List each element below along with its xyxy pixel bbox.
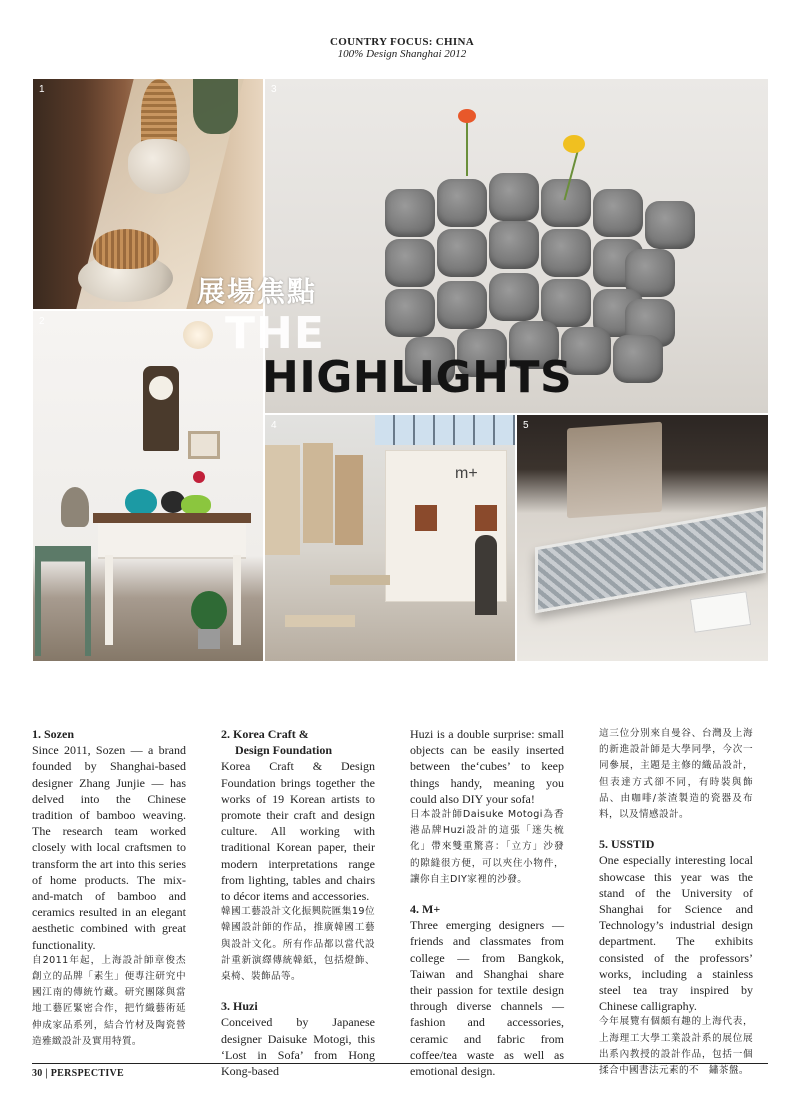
body-usstid: One especially interesting local showcase this year was the stand of the University of Shanghai for Science and Technology’s industrial design department. The exhibits consisted of the professors’ works, including a stainless steel tea tray inspired by Chinese calligraphy. [599,853,753,1014]
yellow-flower [563,135,585,153]
sofa-cube [489,173,539,221]
photo-number: 5 [523,420,529,431]
text-column-2 [221,726,375,1079]
picture-frame [188,431,220,459]
body-sozen: Since 2011, Sozen — a brand founded by Shanghai-based designer Zhang Junjie — has delved into the Chinese tradition of bamboo weaving. The research team worked closely with local craftsmen to transform the art into this series of home products. The mix-and-match of bamboo and ceramics resulted in an elegant aesthetic combined with great functionality. [32,743,186,952]
body-korea-craft: Korea Craft & Design Foundation brings together the works of 19 Korean artists to promote their craft and design culture. All working with traditional Korean paper, their modern interpretations range from lighting, tables and chairs to décor items and accessories. [221,759,375,904]
page-footer: 30 | PERSPECTIVE [32,1068,125,1079]
body-sozen-chinese: 自2011年起，上海設計師章俊杰創立的品牌「素生」便專注研究中國江南的傳統竹藏。研究團隊與當地工藝匠緊密合作，把竹織藝術延伸成家品系列，結合竹材及陶瓷營造雅緻設計及實用特質。 [32,954,186,1047]
body-huzi-continued: Huzi is a double surprise: small objects can be easily inserted between the‘cubes’ to keep things handy, meaning you could also DIY your sofa! [410,727,564,806]
hanging-garment [335,455,363,545]
wall-picture [415,505,437,531]
sofa-cube [437,179,487,227]
heading-usstid: 5. USSTID [599,837,655,852]
title-the: THE [225,308,325,359]
sofa-cube [489,273,539,321]
sofa-cube [385,189,435,237]
table-leg [105,555,113,645]
heading-korea-craft: 2. Korea Craft & [221,727,309,741]
pendant-lamp [183,321,213,349]
green-glass [193,79,238,134]
body-usstid-chinese: 今年展覽有個頗有趣的上海代表，上海理工大學工業設計系的展位展出系內教授的設計作品，包括一個揉合中國書法元素的不 鏽茶盤。 [599,1016,753,1077]
event-label: 100% Design Shanghai 2012 [337,48,467,60]
potted-plant [191,591,227,631]
visitor [475,535,497,615]
wall-picture [475,505,497,531]
sofa-cube [541,229,591,277]
hanging-garment [303,443,333,543]
footer-rule [32,1063,768,1064]
photo-tea-tray [517,415,768,661]
body-mplus-chinese: 這三位分別來自曼谷、台灣及上海的新進設計師是大學同學，今次一同參展，主題是主修的織品設計，但表達方式卻不同，有時裝與飾品、由咖啡/茶渣製造的瓷器及布料，以及情感設計。 [599,728,753,821]
clock-face [149,376,173,400]
sofa-cube [541,279,591,327]
photo-number: 1 [39,84,45,95]
rose [193,471,205,483]
table-leg [233,555,241,645]
photo-room [33,311,263,661]
display-stand [567,422,662,519]
stool [35,546,91,656]
photo-number: 4 [271,420,277,431]
title-chinese: 展場焦點 [197,275,318,308]
photo-gallery [265,415,515,661]
sofa-cube [385,289,435,337]
section-label: COUNTRY FOCUS: CHINA [330,36,474,48]
orange-flower [458,109,476,123]
sofa-cube [613,335,663,383]
sofa-cube [437,229,487,277]
heading-mplus: 4. M+ [410,902,441,917]
sofa-cube [385,239,435,287]
body-korea-craft-chinese: 韓國工藝設計文化振興院匯集19位韓國設計師的作品，推廣韓國工藝與設計文化。所有作品都以當代設計重新演繹傳統韓紙，包括燈飾、桌椅、裝飾品等。 [221,906,375,983]
teal-bowl [125,489,157,515]
mantel-clock [61,487,89,527]
display-table [285,615,355,627]
running-header [0,36,804,60]
console-top [93,513,251,523]
sofa-cube [645,201,695,249]
label-card [690,591,751,633]
console-table [98,523,246,559]
hanging-garment [265,445,300,555]
photo-number: 2 [39,316,45,327]
heading-sozen: 1. Sozen [32,727,74,741]
sofa-cube [437,281,487,329]
window [375,415,515,445]
title-highlights: HIGHLIGHTS [262,352,573,403]
ceramic-vase [128,139,190,194]
sofa-cube [593,189,643,237]
heading-huzi: 3. Huzi [221,999,258,1014]
text-column-3 [410,726,564,1079]
bamboo-lid [93,229,159,269]
mplus-logo: m+ [455,465,478,482]
green-bowl [181,495,211,515]
text-column-1 [32,726,186,1050]
flower-stem [466,121,468,176]
heading-korea-craft-line2: Design Foundation [235,743,333,758]
photo-number: 3 [271,84,277,95]
sofa-cube [489,221,539,269]
text-column-4 [599,726,753,1079]
body-mplus: Three emerging designers — friends and classmates from college — from Bangkok, Taiwan and Shanghai share their passion for textile design through diverse channels — fashion and accessories, ceramic and fabric from coffee/tea waste as well as emotional design. [410,918,564,1079]
body-huzi: Conceived by Japanese designer Daisuke Motogi, this ‘Lost in Sofa’ from Hong Kong-based [221,1015,375,1079]
plant-pot [198,629,220,649]
body-huzi-chinese: 日本設計師Daisuke Motogi為香港品牌Huzi設計的這張「迷失梳化」帶來雙重驚喜：「立方」沙發的隙縫很方便，可以夾住小物件，讓你自主DIY家裡的沙發。 [410,809,564,885]
display-table [330,575,390,585]
